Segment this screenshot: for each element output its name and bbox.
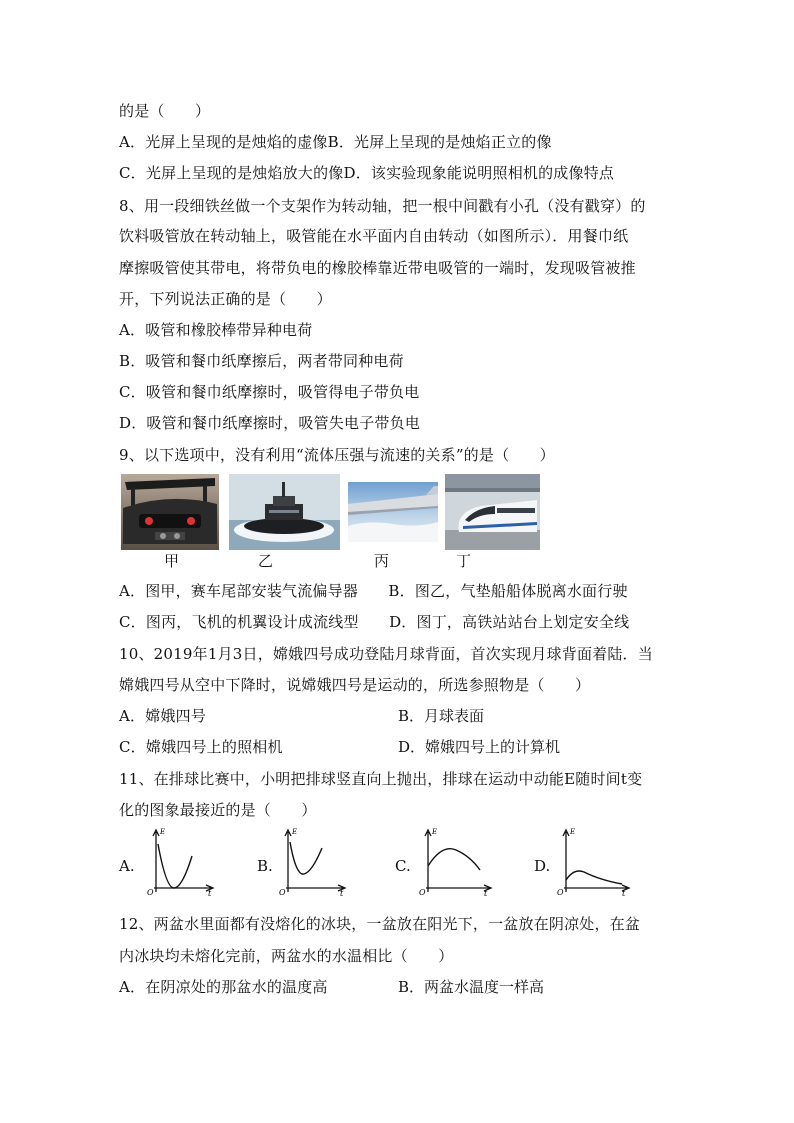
q10-option-d: D．嫦娥四号上的计算机 — [398, 738, 561, 756]
q12-stem-line1: 12、两盆水里面都有没熔化的冰块，一盆放在阳光下，一盆放在阴凉处，在盆 — [119, 915, 641, 933]
q10-stem-line2: 嫦娥四号从空中下降时，说嫦娥四号是运动的，所选参照物是（ ） — [119, 676, 591, 694]
graph-c — [418, 826, 494, 896]
q10-option-c: C．嫦娥四号上的照相机 — [119, 738, 283, 756]
photo-caption-yi: 乙 — [258, 552, 274, 570]
q8-option-a: A．吸管和橡胶棒带异种电荷 — [119, 321, 313, 339]
photo-caption-jia: 甲 — [164, 552, 180, 570]
q8-option-c: C．吸管和餐巾纸摩擦时，吸管得电子带负电 — [119, 383, 420, 401]
graph-d-origin-label: O — [557, 888, 564, 896]
q8-option-d: D．吸管和餐巾纸摩擦时，吸管失电子带负电 — [119, 414, 421, 432]
race-car-photo — [121, 474, 219, 550]
q8-stem-line4: 开，下列说法正确的是（ ） — [119, 290, 332, 308]
q10-stem-line1: 10、2019年1月3日，嫦娥四号成功登陆月球背面，首次实现月球背面着陆．当 — [119, 645, 653, 663]
q11-stem-line1: 11、在排球比赛中，小明把排球竖直向上抛出，排球在运动中动能E随时间t变 — [119, 770, 643, 788]
q11-stem-line2: 化的图象最接近的是（ ） — [119, 801, 317, 819]
graph-b-x-label: t — [340, 889, 344, 896]
q12-stem-line2: 内冰块均未熔化完前，两盆水的水温相比（ ） — [119, 947, 454, 965]
graph-label-c: C. — [395, 857, 411, 875]
graph-b-y-label: E — [292, 828, 298, 836]
graph-b — [278, 826, 348, 896]
graph-a-x-label: t — [208, 889, 212, 896]
q9-options-cd: C．图丙，飞机的机翼设计成流线型 D．图丁，高铁站站台上划定安全线 — [119, 613, 630, 631]
q8-stem-line3: 摩擦吸管使其带电，将带负电的橡胶棒靠近带电吸管的一端时，发现吸管被推 — [119, 259, 636, 277]
q7-options-ab: A．光屏上呈现的是烛焰的虚像B．光屏上呈现的是烛焰正立的像 — [119, 133, 552, 151]
graph-label-a: A. — [119, 857, 135, 875]
q10-option-b: B．月球表面 — [398, 707, 485, 725]
graph-a-y-label: E — [160, 828, 166, 836]
graph-c-x-label: t — [484, 889, 488, 896]
graph-a — [146, 826, 216, 896]
q10-option-a: A．嫦娥四号 — [119, 707, 207, 725]
graph-c-y-label: E — [432, 828, 438, 836]
hovercraft-photo — [229, 474, 340, 550]
graph-label-d: D. — [534, 857, 551, 875]
graph-label-b: B. — [257, 857, 273, 875]
q9-stem: 9、以下选项中，没有利用“流体压强与流速的关系”的是（ ） — [119, 446, 555, 464]
high-speed-train-photo — [445, 474, 540, 550]
q7-options-cd: C．光屏上呈现的是烛焰放大的像D．该实验现象能说明照相机的成像特点 — [119, 164, 615, 182]
q9-options-ab: A．图甲，赛车尾部安装气流偏导器 B．图乙，气垫船船体脱离水面行驶 — [119, 582, 628, 600]
graph-d-x-label: t — [622, 889, 626, 896]
q12-option-b: B．两盆水温度一样高 — [398, 978, 545, 996]
q8-stem-line2: 饮料吸管放在转动轴上，吸管能在水平面内自由转动（如图所示）．用餐巾纸 — [119, 227, 629, 245]
airplane-wing-photo — [348, 482, 438, 542]
graph-b-origin-label: O — [279, 888, 286, 896]
photo-caption-ding: 丁 — [456, 552, 472, 570]
graph-a-origin-label: O — [147, 888, 154, 896]
q8-stem-line1: 8、用一段细铁丝做一个支架作为转动轴，把一根中间戳有小孔（没有戳穿）的 — [119, 197, 646, 215]
graph-d — [556, 826, 632, 896]
graph-c-origin-label: O — [419, 888, 426, 896]
q8-option-b: B．吸管和餐巾纸摩擦后，两者带同种电荷 — [119, 352, 404, 370]
q7-stem-tail: 的是（ ） — [119, 102, 211, 120]
graph-d-y-label: E — [570, 828, 576, 836]
q12-option-a: A．在阴凉处的那盆水的温度高 — [119, 978, 328, 996]
photo-caption-bing: 丙 — [374, 552, 390, 570]
